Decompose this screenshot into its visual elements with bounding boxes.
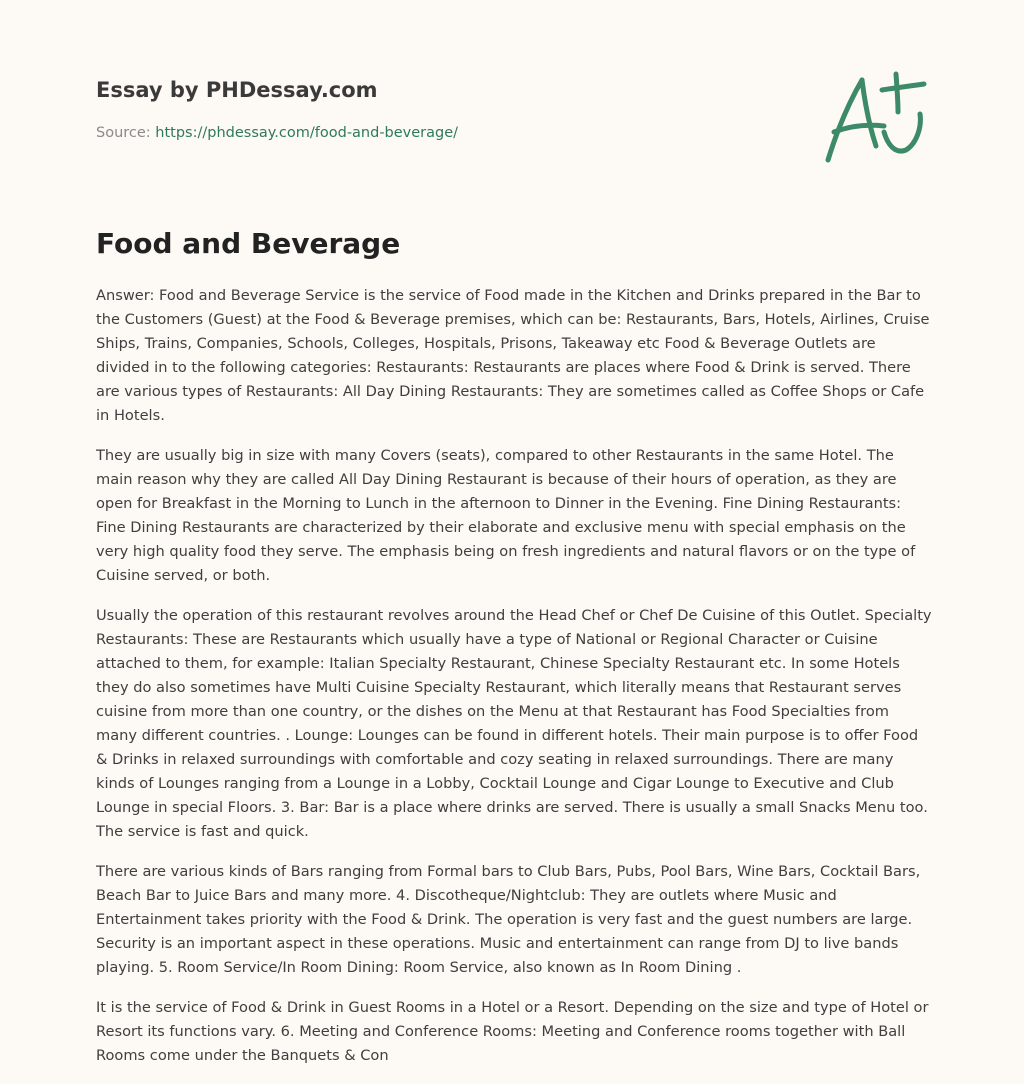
a-plus-grade-icon	[818, 66, 930, 166]
essay-body	[96, 284, 932, 1084]
source-label: Source:	[96, 125, 156, 141]
source-link[interactable]: https://phdessay.com/food-and-beverage/	[155, 125, 459, 141]
essay-title: Food and Beverage	[96, 227, 401, 260]
essay-paragraph: There are various kinds of Bars ranging from Formal bars to Club Bars, Pubs, Pool Bars, Wine Bars, Cocktail Bars, Beach Bar to Juice Bars and many more. 4. Discotheque/Nightclub: They are outlets where Music and Entertainment takes priority with the Food & Drink. The operation is very fast and the guest numbers are large. Security is an important aspect in these operations. Music and entertainment can range from DJ to live bands playing. 5. Room Service/In Room Dining: Room Service, also known as In Room Dining .	[96, 863, 921, 976]
essay-paragraph: Usually the operation of this restaurant revolves around the Head Chef or Chef De Cuisine of this Outlet. Specialty Restaurants: These are Restaurants which usually have a type of National or Regional Character or Cuisine attached to them, for example: Italian Specialty Restaurant, Chinese Specialty Restaurant etc. In some Hotels they do also sometimes have Multi Cuisine Specialty Restaurant, which literally means that Restaurant serves cuisine from more than one country, or the dishes on the Menu at that Restaurant has Food Specialties from many different countries. . Lounge: Lounges can be found in different hotels. Their main purpose is to offer Food & Drinks in relaxed surroundings with comfortable and cozy seating in relaxed surroundings. There are many kinds of Lounges ranging from a Lounge in a Lobby, Cocktail Lounge and Cigar Lounge to Executive and Club Lounge in special Floors. 3. Bar: Bar is a place where drinks are served. There is usually a small Snacks Menu too. The service is fast and quick.	[96, 607, 932, 840]
essay-paragraph: Answer: Food and Beverage Service is the service of Food made in the Kitchen and Drinks prepared in the Bar to the Customers (Guest) at the Food & Beverage premises, which can be: Restaurants, Bars, Hotels, Airlines, Cruise Ships, Trains, Companies, Schools, Colleges, Hospitals, Prisons, Takeaway etc Food & Beverage Outlets are divided in to the following categories: Restaurants: Restaurants are places where Food & Drink is served. There are various types of Restaurants: All Day Dining Restaurants: They are sometimes called as Coffee Shops or Cafe in Hotels.	[96, 287, 930, 424]
source-line	[96, 123, 796, 143]
essay-paragraph: They are usually big in size with many Covers (seats), compared to other Restaurants in the same Hotel. The main reason why they are called All Day Dining Restaurant is because of their hours of operation, as they are open for Breakfast in the Morning to Lunch in the afternoon to Dinner in the Evening. Fine Dining Restaurants: Fine Dining Restaurants are characterized by their elaborate and exclusive menu with special emphasis on the very high quality food they serve. The emphasis being on fresh ingredients and natural flavors or on the type of Cuisine served, or both.	[96, 447, 916, 584]
essay-paragraph: It is the service of Food & Drink in Guest Rooms in a Hotel or a Resort. Depending on the size and type of Hotel or Resort its functions vary. 6. Meeting and Conference Rooms: Meeting and Conference rooms together with Ball Rooms come under the Banquets & Con	[96, 999, 929, 1064]
essay-header	[96, 76, 796, 143]
site-brand: Essay by PHDessay.com	[96, 78, 378, 102]
